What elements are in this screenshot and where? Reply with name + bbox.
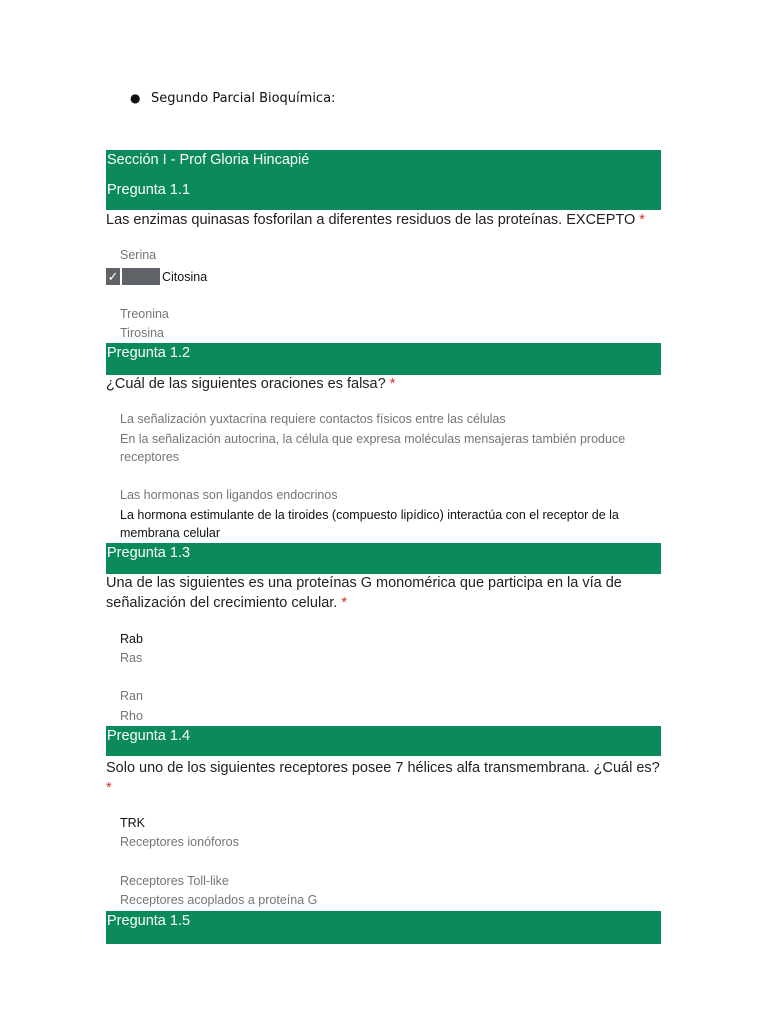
question-text: ¿Cuál de las siguientes oraciones es falsa? * bbox=[106, 376, 396, 392]
question-header: Pregunta 1.3 bbox=[107, 545, 191, 561]
answer-option[interactable]: Treonina bbox=[120, 307, 169, 321]
question-text: Una de las siguientes es una proteínas G monomérica que participa en la vía de señalización del crecimiento celular. * bbox=[106, 575, 622, 611]
answer-option[interactable]: Ran bbox=[120, 689, 143, 703]
answer-option[interactable]: Serina bbox=[120, 248, 157, 262]
section-header: Sección I - Prof Gloria Hincapié bbox=[107, 152, 310, 168]
answer-option[interactable]: Rho bbox=[120, 709, 143, 723]
question-header-bar bbox=[106, 911, 661, 944]
required-mark: * bbox=[341, 595, 348, 611]
question-text: Las enzimas quinasas fosforilan a diferentes residuos de las proteínas. EXCEPTO * bbox=[106, 212, 645, 228]
question-text: Solo uno de los siguientes receptores posee 7 hélices alfa transmembrana. ¿Cuál es? * bbox=[106, 760, 660, 796]
answer-option[interactable]: Ras bbox=[120, 651, 143, 665]
required-mark: * bbox=[639, 212, 645, 228]
question-header: Pregunta 1.4 bbox=[107, 728, 191, 744]
answer-option[interactable]: TRK bbox=[120, 816, 145, 830]
answer-option[interactable]: Receptores ionóforos bbox=[120, 835, 239, 849]
required-mark: * bbox=[106, 780, 112, 796]
question-header: Pregunta 1.1 bbox=[107, 182, 191, 198]
answer-option[interactable]: En la señalización autocrina, la célula que expresa moléculas mensajeras también produce receptores bbox=[120, 432, 626, 464]
answer-option[interactable]: Receptores acoplados a proteína G bbox=[120, 893, 318, 907]
question-header-bar bbox=[106, 543, 661, 574]
answer-option[interactable]: Tirosina bbox=[120, 326, 164, 340]
question-header-bar bbox=[106, 343, 661, 375]
answer-option[interactable]: Receptores Toll-like bbox=[120, 874, 229, 888]
answer-option[interactable]: Las hormonas son ligandos endocrinos bbox=[120, 488, 338, 502]
answer-option[interactable]: Rab bbox=[120, 632, 143, 646]
question-header-bar bbox=[106, 726, 661, 756]
selected-answer-option[interactable] bbox=[106, 267, 207, 286]
document-title-text: Segundo Parcial Bioquímica: bbox=[151, 91, 336, 106]
selection-highlight bbox=[122, 268, 160, 285]
question-header: Pregunta 1.5 bbox=[107, 913, 191, 929]
section-header-bar bbox=[106, 150, 661, 210]
checkmark-icon: ✓ bbox=[107, 269, 119, 284]
answer-option[interactable]: La hormona estimulante de la tiroides (compuesto lipídico) interactúa con el receptor de la membrana celular bbox=[120, 508, 619, 540]
answer-option[interactable]: La señalización yuxtacrina requiere contactos físicos entre las células bbox=[120, 412, 506, 426]
document-title bbox=[130, 91, 335, 106]
question-header: Pregunta 1.2 bbox=[107, 345, 191, 361]
answer-option-label: Citosina bbox=[162, 269, 208, 284]
bullet-icon: ● bbox=[130, 91, 141, 105]
required-mark: * bbox=[389, 376, 396, 392]
